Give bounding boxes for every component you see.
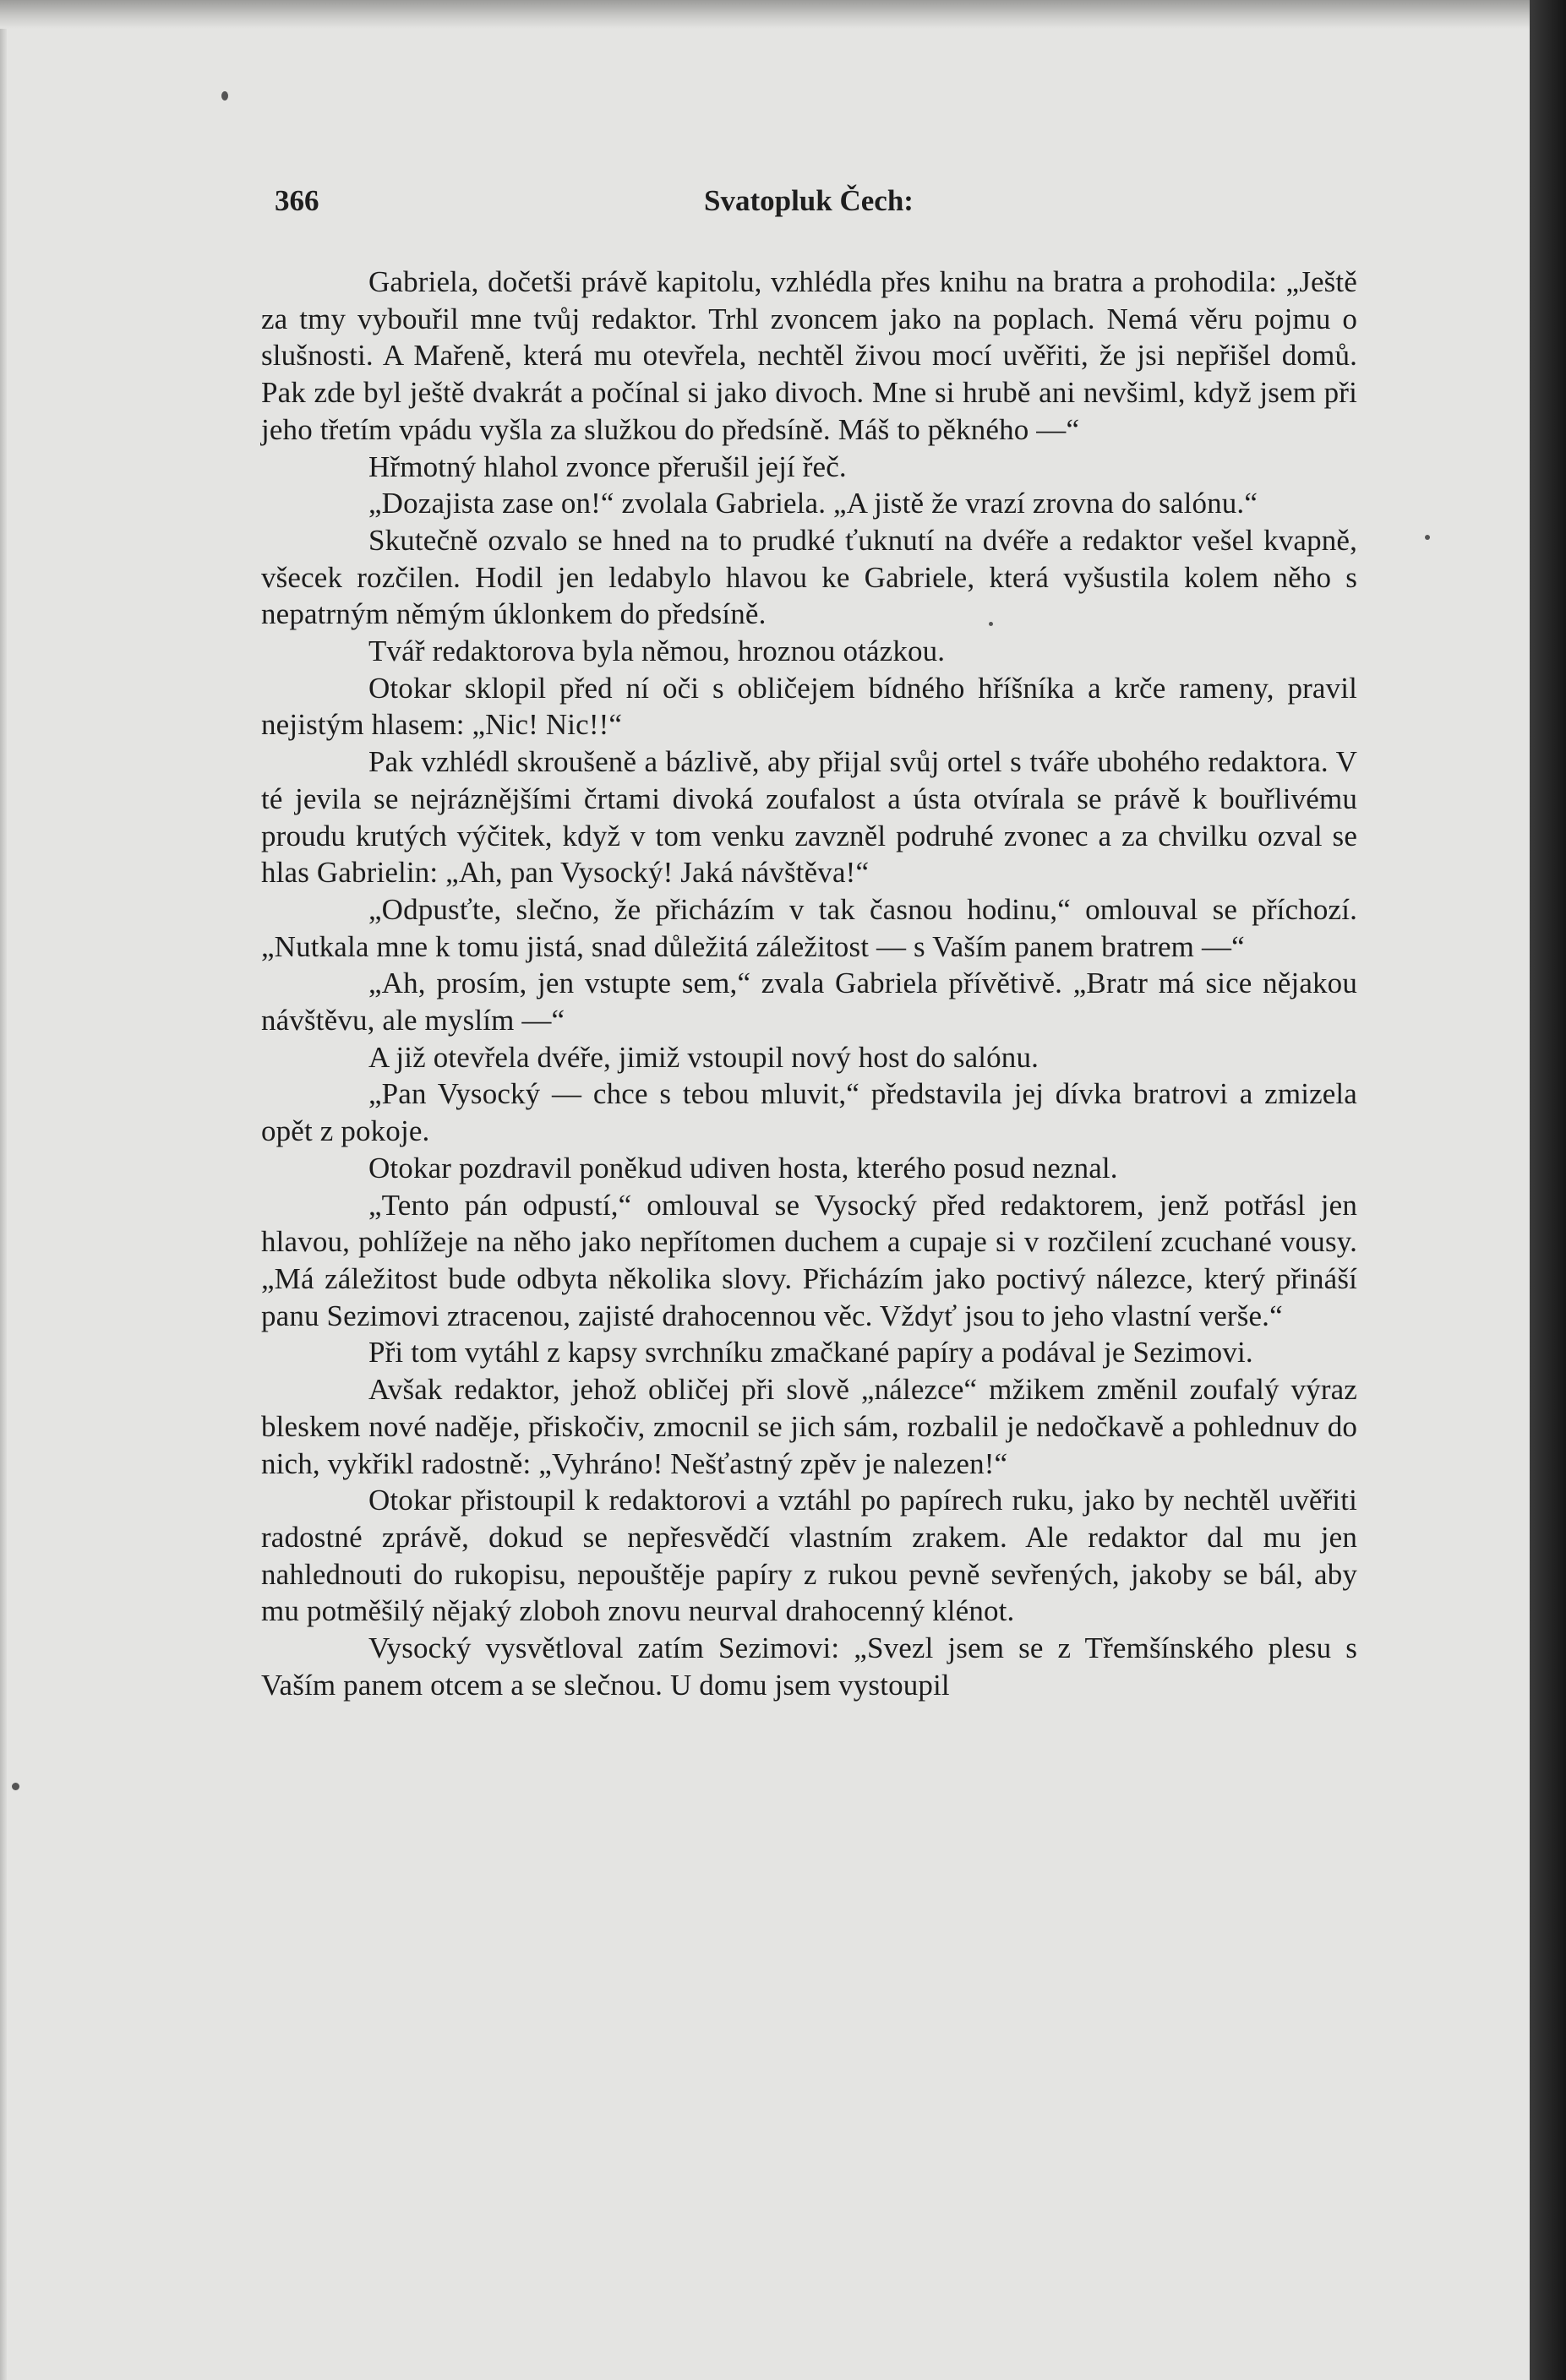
page-left-edge xyxy=(0,0,7,2380)
paragraph: Vysocký vysvětloval zatím Sezimovi: „Svezl jsem se z Třemšínského plesu s Vaším panem otcem a se slečnou. U domu jsem vystoupil xyxy=(261,1631,1357,1702)
paragraph: Otokar sklopil před ní oči s obličejem bídného hříšníka a krče rameny, pravil nejistým hlasem: „Nic! Nic!!“ xyxy=(261,671,1357,742)
paragraph: Skutečně ozvalo se hned na to prudké ťuknutí na dvéře a redaktor vešel kvapně, všecek rozčilen. Hodil jen ledabylo hlavou ke Gabriele, která vyšustila kolem něho s nepatrným němým úklonkem do předsíně. xyxy=(261,523,1357,631)
page-speck xyxy=(12,1783,19,1790)
paragraph: Avšak redaktor, jehož obličej při slově „nálezce“ mžikem změnil zoufalý výraz bleskem nové naděje, přiskočiv, zmocnil se jich sám, rozbalil je nedočkavě a pohlednuv do nich, vykřikl radostně: „Vyhráno! Nešťastný zpěv je nalezen!“ xyxy=(261,1373,1357,1480)
paragraph: Otokar přistoupil k redaktorovi a vztáhl po papírech ruku, jako by nechtěl uvěřiti radostné zprávě, dokud se nepřesvědčí vlastním zrakem. Ale redaktor dal mu jen nahlednouti do rukopisu, nepouštěje papíry z rukou pevně sevřených, jakoby se bál, aby mu potměšilý nějaký zloboh znovu neurval drahocenný klénot. xyxy=(261,1484,1357,1628)
paragraph: Hřmotný hlahol zvonce přerušil její řeč. xyxy=(368,449,847,483)
paragraph: „Odpusťte, slečno, že přicházím v tak časnou hodinu,“ omlouval se příchozí. „Nutkala mne k tomu jistá, snad důležitá záležitost — s Vaším panem bratrem —“ xyxy=(261,892,1357,963)
paragraph: „Pan Vysocký — chce s tebou mluvit,“ představila jej dívka bratrovi a zmizela opět z pokoje. xyxy=(261,1077,1357,1148)
page-top-edge xyxy=(0,0,1530,29)
body-text xyxy=(261,264,1357,1703)
running-header xyxy=(275,184,1356,226)
page-number: 366 xyxy=(275,184,319,217)
running-title: Svatopluk Čech: xyxy=(704,184,914,217)
paragraph: Při tom vytáhl z kapsy svrchníku zmačkané papíry a podával je Sezimovi. xyxy=(368,1336,1253,1370)
paragraph: Pak vzhlédl skroušeně a bázlivě, aby přijal svůj ortel s tváře ubohého redaktora. V té jevila se nejráznějšími črtami divoká zoufalost a ústa otvírala se právě k bouřlivému proudu krutých výčitek, když v tom venku zavzněl podruhé zvonec a za chvilku ozval se hlas Gabrielin: „Ah, pan Vysocký! Jaká návštěva!“ xyxy=(261,745,1357,890)
page-speck xyxy=(1425,535,1430,540)
page-speck xyxy=(221,91,228,101)
paragraph: „Tento pán odpustí,“ omlouval se Vysocký před redaktorem, jenž potřásl jen hlavou, pohlížeje na něho jako nepřítomen duchem a cupaje si v rozčilení zcuchané vousy. „Má záležitost bude odbyta několika slovy. Přicházím jako poctivý nálezce, který přináší panu Sezimovi ztracenou, zajisté drahocennou věc. Vždyť jsou to jeho vlastní verše.“ xyxy=(261,1188,1357,1332)
paragraph: Gabriela, dočetši právě kapitolu, vzhlédla přes knihu na bratra a prohodila: „Ještě za tmy vybouřil mne tvůj redaktor. Trhl zvoncem jako na poplach. Nemá věru pojmu o slušnosti. A Mařeně, která mu otevřela, nechtěl živou mocí uvěřiti, že jsi nepřišel domů. Pak zde byl ještě dvakrát a počínal si jako divoch. Mne si hrubě ani nevšiml, když jsem při jeho třetím vpádu vyšla za služkou do předsíně. Máš to pěkného —“ xyxy=(261,265,1357,446)
paragraph: Otokar pozdravil poněkud udiven hosta, kterého posud neznal. xyxy=(368,1151,1118,1185)
paragraph: „Ah, prosím, jen vstupte sem,“ zvala Gabriela přívětivě. „Bratr má sice nějakou návštěvu, ale myslím —“ xyxy=(261,967,1357,1038)
paragraph: Tvář redaktorova byla němou, hroznou otázkou. xyxy=(368,634,946,668)
scan-right-border xyxy=(1530,0,1566,2380)
paragraph: „Dozajista zase on!“ zvolala Gabriela. „A jistě že vrazí zrovna do salónu.“ xyxy=(368,487,1258,520)
paragraph: A již otevřela dvéře, jimiž vstoupil nový host do salónu. xyxy=(368,1040,1039,1074)
